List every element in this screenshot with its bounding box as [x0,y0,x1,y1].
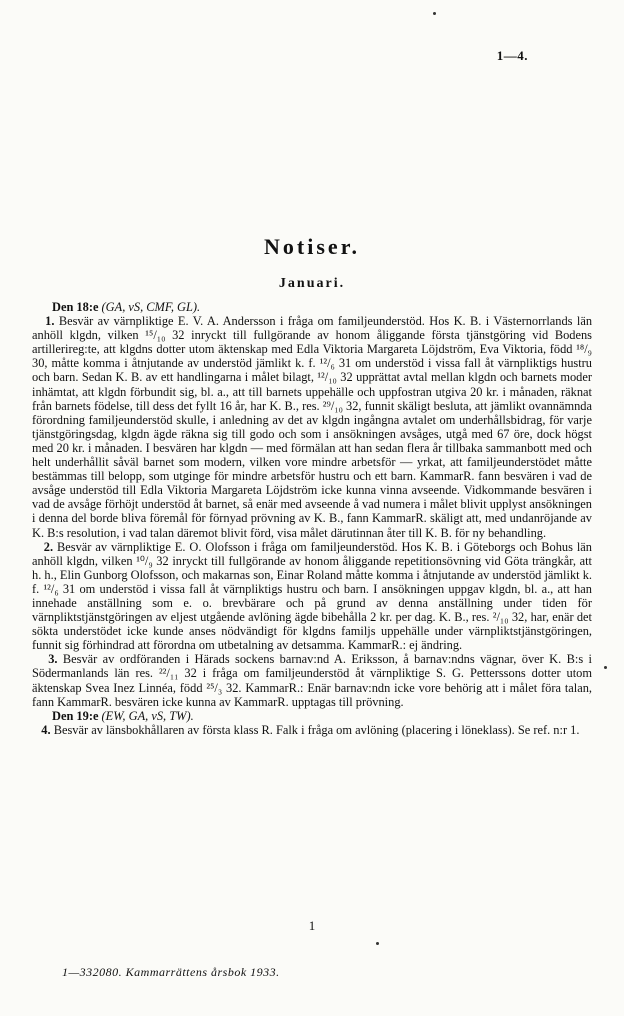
notice-text: Besvär av länsbokhållaren av första klass R. Falk i fråga om avlöning (placering i löneklass). Se ref. n:r 1. [50,722,580,737]
notice-paragraph [32,540,592,653]
date-text: (EW, GA, vS, TW). [98,708,194,723]
notice-number: 1. [45,314,55,329]
date-text: (GA, vS, CMF, GL). [98,300,201,314]
notice-paragraph [32,314,592,540]
print-footer: 1—332080. Kammarrättens årsbok 1933. [62,965,280,979]
notice-number: 3. [48,652,58,667]
page-title: Notiser. [264,234,360,259]
section-title: Januari. [278,276,346,291]
notice-number: 4. [41,722,51,737]
notice-paragraph [32,652,592,708]
print-speck [376,942,379,945]
notice-text: Besvär av ordföranden i Härads sockens barnav:nd A. Eriksson, å barnav:ndns vägnar, över K. B:s i Södermanlands län res. ²²/₁₁ 32 i fråga om familjeunderstöd åt värnpliktige S. G. Petterssons dotter utom äktenskap Svea Inez Linnéa, född ²⁵/₃ 32. KammarR.: Enär barnav:ndn icke vore behörig att i målet föra talan, fann KammarR. besvären icke kunna av KammarR. upptagas till prövning. [32,652,592,709]
print-speck [433,12,436,15]
date-heading [32,300,592,314]
date-heading [32,709,592,723]
date-lead: Den 18:e [52,300,99,314]
notice-number: 2. [43,539,54,554]
notice-text: Besvär av värnpliktige E. V. A. Andersson i fråga om familjeunderstöd. Hos K. B. i Västernorrlands län anhöll klgdn, vilken ¹⁵/₁₀ 32 inryckt till fullgörande av honom åliggande första tjänstgöring vid Bodens artillerireg:te, att klgdns dotter utom äktenskap med Edla Viktoria Margareta Löjdström, Eva Viktoria, född ¹⁸/₉ 30, måtte komma i åtnjutande av understöd jämlikt k. f. ¹²/₆ 31 om understöd i vissa fall åt värnpliktigs hustru och barn. Sedan K. B. av ett handlingarna i målet bilagt, ¹²/₁₀ 32 upprättat avtal mellan klgdn och barnets moder inhämtat, att klgdn förbundit sig, bl. a., att till barnets uppehälle och uppfostran utgiva 20 kr. i månaden, räknat från barnets födelse, till dess det fyllt 16 år, har K. B., res. ²⁹/₁₀ 32, funnit skäligt besluta, att jämlikt ovannämnda förordning familjeunderstöd skulle, i anledning av det av klgdn ingångna avtalet om underhållsbidrag, för varje tjänstgöringsdag, klgdn ägde räkna sig till godo och som i ansökningen avsåges, utgå med 67 öre, dock högst med 20 kr. i månaden. I besvären har klgdn — med förmälan att han sedan flera år tillbaka sammanbott med och helt underhållit såväl barnet som modern, vilken vore mindre arbetsför — yrkat, att familjeunderstödet måtte bestämmas till belopp, som utginge för mindre arbetsför hustru och ett barn. KammarR. fann besvären i vad de avsåge understöd till Edla Viktoria Margareta Löjdström icke kunna vinna avseende. Vidkommande besvären i vad de avsåge förhöjt understöd åt barnet, så enär med avseende å vad numera i målet blivit upplyst ansökningen i denna del borde bliva föremål för förnyad prövning av K. B., fann KammarR. skäligt att, med undanröjande av K. B:s resolution, i vad talan däremot blivit förd, visa målet därutinnan åter till K. B. för ny behandling. [32,314,593,540]
document-body [32,300,592,737]
notice-paragraph [32,723,592,737]
date-lead: Den 19:e [52,708,99,723]
page-number: 1 [308,918,316,933]
page-range: 1—4. [496,48,528,63]
print-speck [604,666,607,669]
notice-text: Besvär av värnpliktige E. O. Olofsson i fråga om familjeunderstöd. Hos K. B. i Göteborgs och Bohus län anhöll klgdn, vilken ¹⁰/₉ 32 inryckt till fullgörande av honom åliggande repetitionsövning vid Göta trängkår, att h. h., Elin Gunborg Olofsson, och makarnas son, Einar Roland måtte komma i åtnjutande av understöd jämlikt k. f. ¹²/₆ 31 om understöd i vissa fall åt värnpliktigs hustru och barn. I ansökningen uppgav klgdn, bl. a., att han innehade anställning som e. o. brevbärare och på grund av denna anställning under tiden för värnpliktstjänstgöringen av eljest utgående avlöning ägde bibehålla 2 kr. per dag. K. B., res. ²/₁₀ 32, har, enär det sökta understödet icke kunde anses nödvändigt för klgdns familjs uppehälle under värnpliktstjänstgöringen, funnit sig förhindrad att förordna om utbetalning av detsamma. KammarR.: ej ändring. [32,539,592,653]
